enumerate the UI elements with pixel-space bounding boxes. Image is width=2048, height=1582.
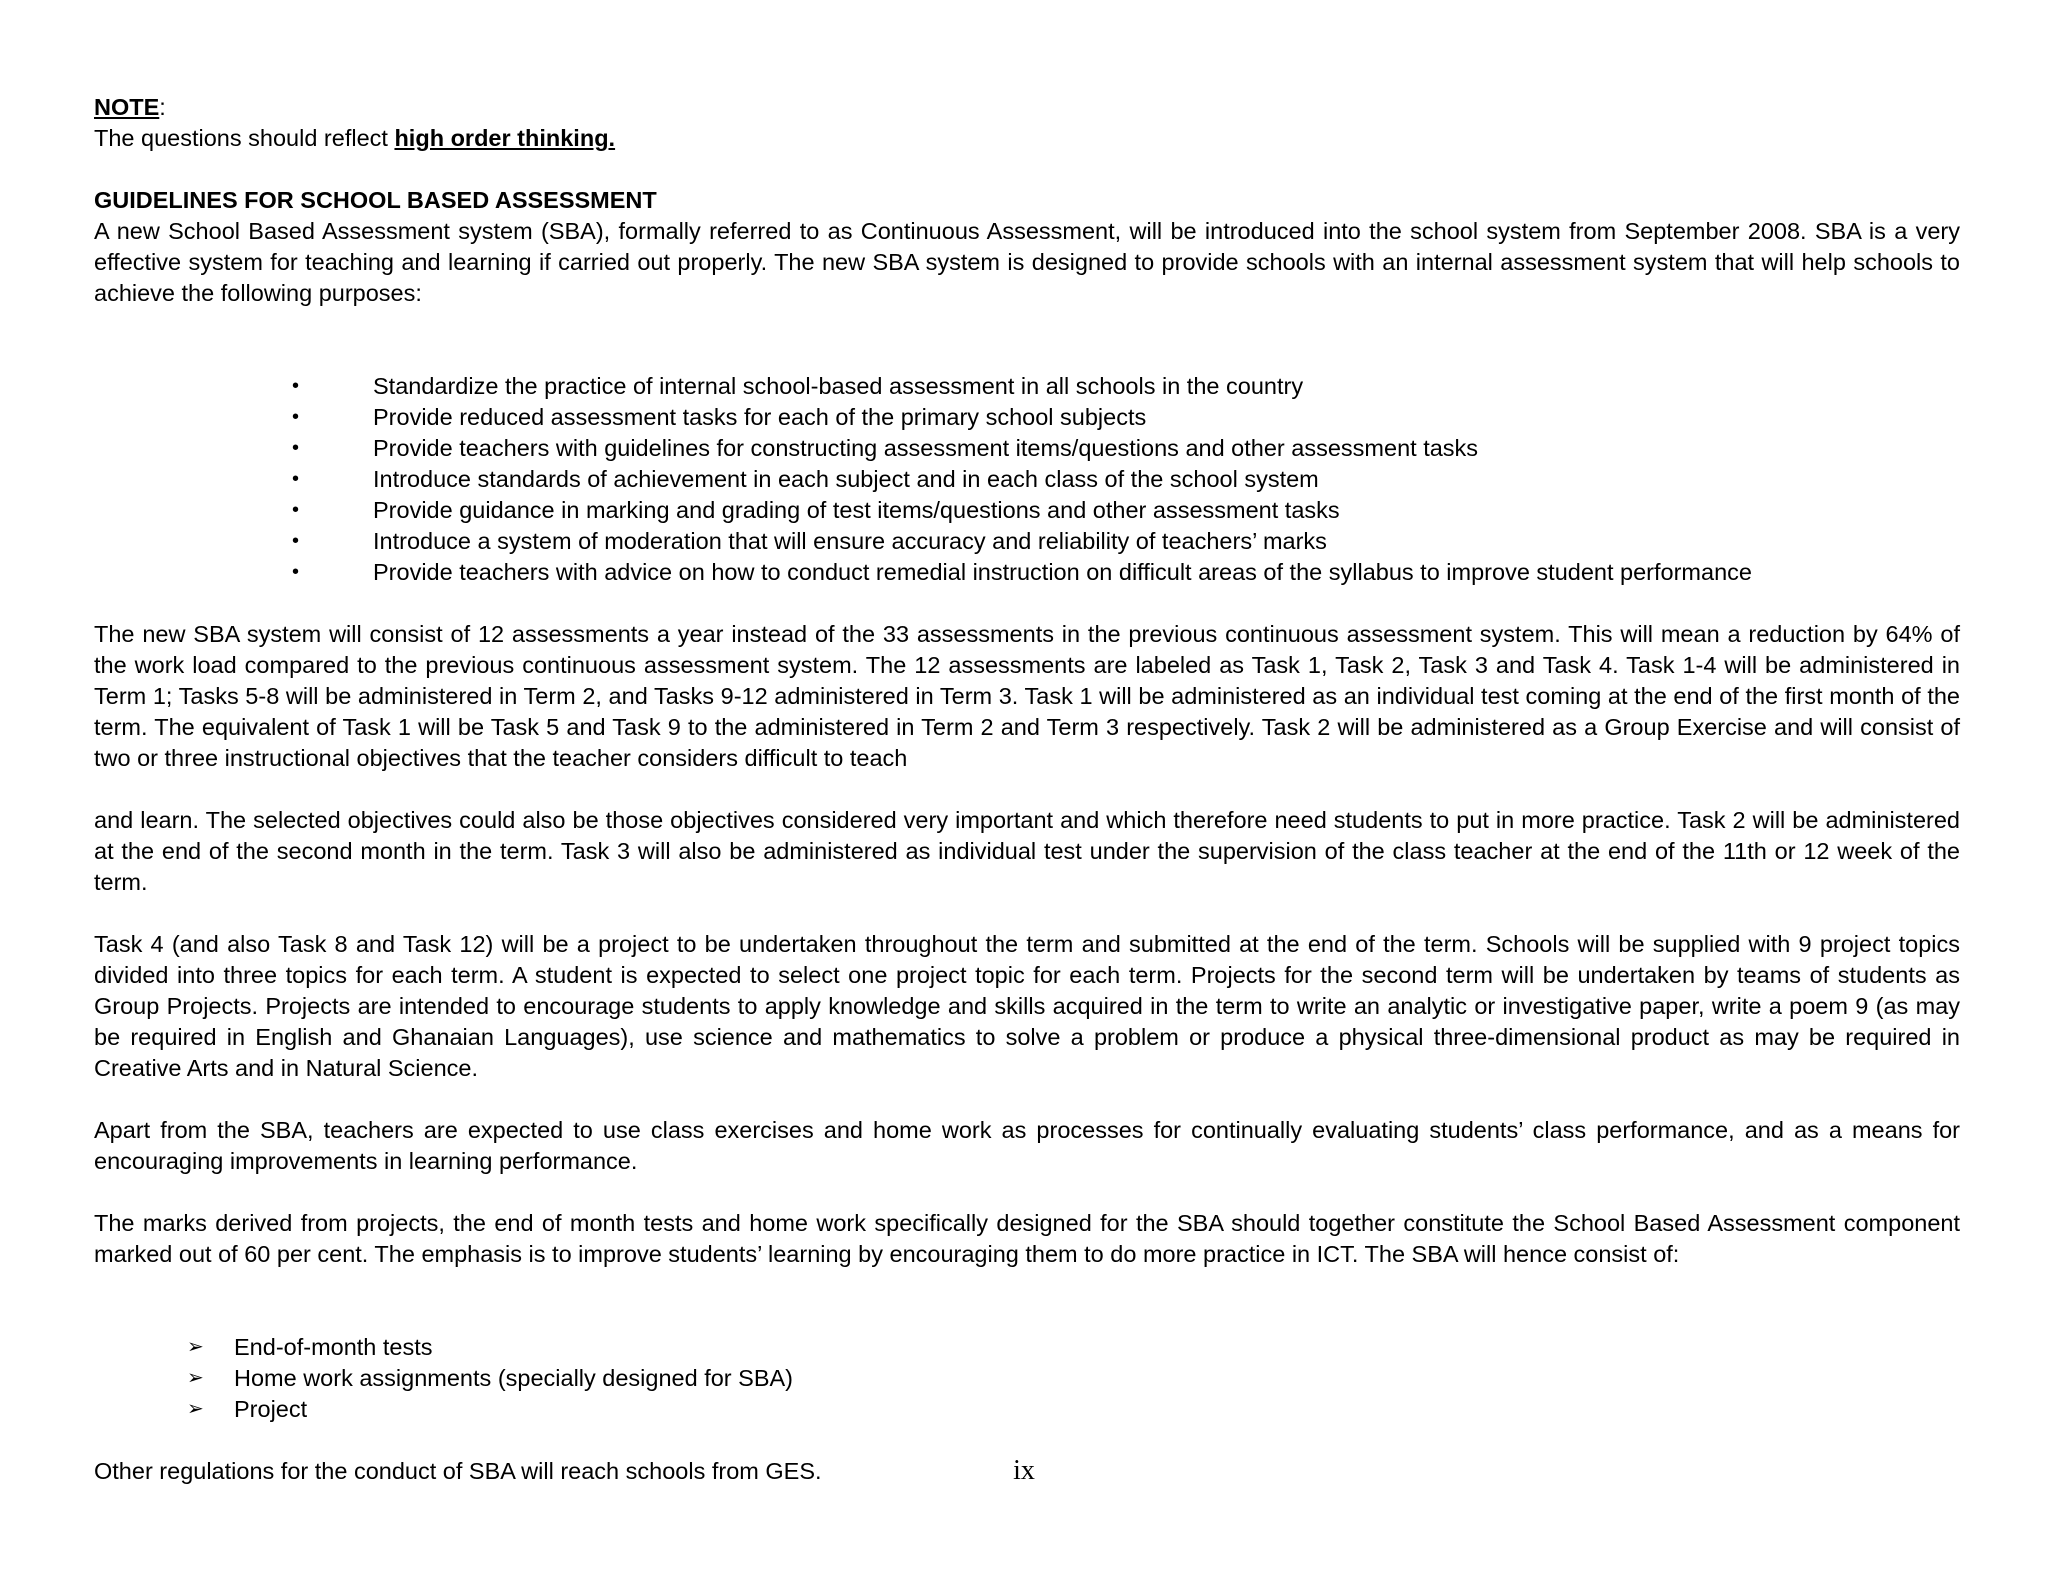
list-item-text: Provide teachers with advice on how to conduct remedial instruction on difficult areas of the syllabus to improve student performance (373, 559, 1752, 585)
arrow-bullet-icon: ➢ (187, 1398, 204, 1420)
note-colon: : (159, 94, 166, 120)
document-page (94, 92, 1960, 1487)
arrow-bullet-icon: ➢ (187, 1336, 204, 1358)
list-item-text: Introduce standards of achievement in each subject and in each class of the school system (373, 466, 1319, 492)
note-label: NOTE (94, 94, 160, 120)
body-paragraph-5: The marks derived from projects, the end of month tests and home work specifically designed for the SBA should together constitute the School Based Assessment component marked out of 60 per cent. The emphasis is to improve students’ learning by encouraging them to do more practice in ICT. The SBA will hence consist of: (94, 1210, 1960, 1267)
list-item-text: End-of-month tests (234, 1334, 433, 1360)
list-item-text: Home work assignments (specially designed for SBA) (234, 1365, 794, 1391)
body-paragraph-3: Task 4 (and also Task 8 and Task 12) will be a project to be undertaken throughout the term and submitted at the end of the term. Schools will be supplied with 9 project topics divided into three topics for each term. A student is expected to select one project topic for each term. Projects for the second term will be undertaken by teams of students as Group Projects. Projects are intended to encourage students to apply knowledge and skills acquired in the term to write an analytic or investigative paper, write a poem 9 (as may be required in English and Ghanaian Languages), use science and mathematics to solve a problem or produce a physical three-dimensional product as may be required in Creative Arts and in Natural Science. (94, 931, 1960, 1081)
components-list (94, 1332, 1960, 1425)
intro-paragraph: A new School Based Assessment system (SBA), formally referred to as Continuous Assessment, will be introduced into the school system from September 2008. SBA is a very effective system for teaching and learning if carried out properly. The new SBA system is designed to provide schools with an internal assessment system that will help schools to achieve the following purposes: (94, 218, 1960, 306)
note-text (94, 123, 1960, 154)
bullet-icon: • (292, 530, 300, 552)
list-item-text: Standardize the practice of internal school-based assessment in all schools in the country (373, 373, 1304, 399)
list-item (94, 1332, 1960, 1363)
bullet-icon: • (292, 561, 300, 583)
body-paragraph-2: and learn. The selected objectives could also be those objectives considered very important and which therefore need students to put in more practice. Task 2 will be administered at the end of the second month in the term. Task 3 will also be administered as individual test under the supervision of the class teacher at the end of the 11th or 12 week of the term. (94, 807, 1960, 895)
section-heading: GUIDELINES FOR SCHOOL BASED ASSESSMENT (94, 187, 657, 213)
note-heading (94, 92, 1960, 123)
list-item-text: Project (234, 1396, 308, 1422)
list-item-text: Provide teachers with guidelines for constructing assessment items/questions and other assessment tasks (373, 435, 1479, 461)
list-item (94, 371, 1960, 402)
bullet-icon: • (292, 406, 300, 428)
bullet-icon: • (292, 437, 300, 459)
bullet-icon: • (292, 499, 300, 521)
note-text-lead: The questions should reflect (94, 125, 395, 151)
list-item-text: Provide guidance in marking and grading of test items/questions and other assessment tasks (373, 497, 1340, 523)
list-item (94, 557, 1960, 588)
page-number: ix (1013, 1455, 1035, 1486)
purposes-list (94, 371, 1960, 588)
bullet-icon: • (292, 468, 300, 490)
body-paragraph-1: The new SBA system will consist of 12 assessments a year instead of the 33 assessments in the previous continuous assessment system. This will mean a reduction by 64% of the work load compared to the previous continuous assessment system. The 12 assessments are labeled as Task 1, Task 2, Task 3 and Task 4. Task 1-4 will be administered in Term 1; Tasks 5-8 will be administered in Term 2, and Tasks 9-12 administered in Term 3. Task 1 will be administered as an individual test coming at the end of the first month of the term. The equivalent of Task 1 will be Task 5 and Task 9 to the administered in Term 2 and Term 3 respectively. Task 2 will be administered as a Group Exercise and will consist of two or three instructional objectives that the teacher considers difficult to teach (94, 621, 1960, 771)
bullet-icon: • (292, 375, 300, 397)
list-item (94, 1394, 1960, 1425)
list-item-text: Introduce a system of moderation that will ensure accuracy and reliability of teachers’ marks (373, 528, 1327, 554)
note-emphasis: high order thinking. (394, 125, 616, 151)
list-item (94, 526, 1960, 557)
list-item (94, 433, 1960, 464)
list-item-text: Provide reduced assessment tasks for each of the primary school subjects (373, 404, 1147, 430)
list-item (94, 464, 1960, 495)
list-item (94, 495, 1960, 526)
arrow-bullet-icon: ➢ (187, 1367, 204, 1389)
list-item (94, 402, 1960, 433)
list-item (94, 1363, 1960, 1394)
closing-paragraph: Other regulations for the conduct of SBA will reach schools from GES. (94, 1458, 822, 1484)
body-paragraph-4: Apart from the SBA, teachers are expected to use class exercises and home work as processes for continually evaluating students’ class performance, and as a means for encouraging improvements in learning performance. (94, 1117, 1960, 1174)
